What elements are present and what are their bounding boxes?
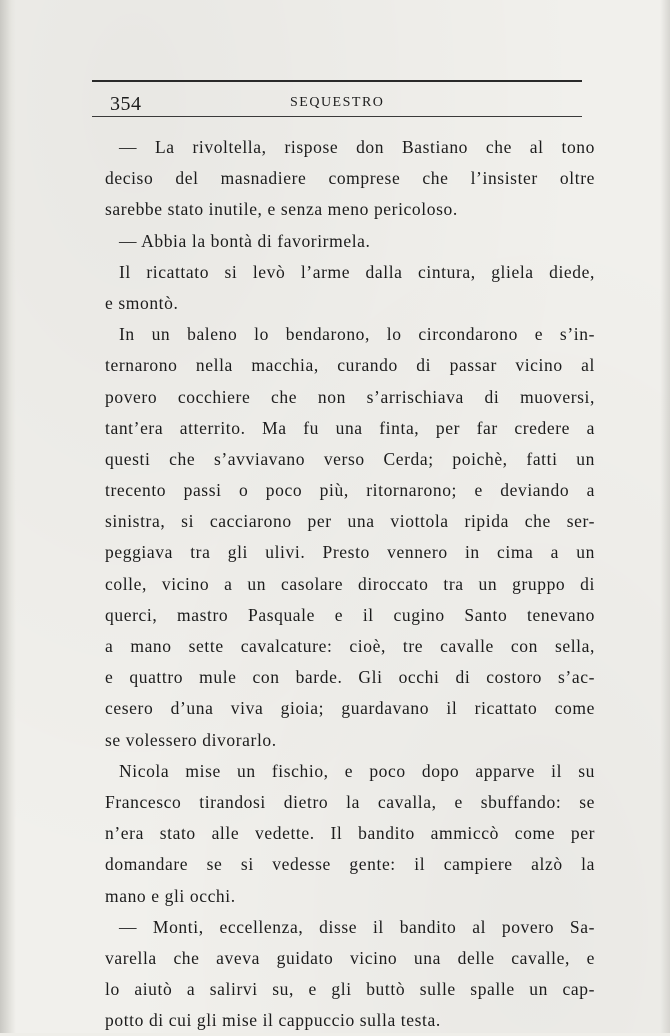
text-line: deciso del masnadiere comprese che l’insister oltre [105,168,595,189]
text-line: a mano sette cavalcature: cioè, tre cavalle con sella, [105,636,595,656]
text-line: trecento passi o poco più, ritornarono; e deviando a [105,480,595,501]
text-line: sarebbe stato inutile, e senza meno pericoloso. [105,199,458,220]
text-line: — Monti, eccellenza, disse il bandito al povero Sa- [119,916,595,937]
text-line: tant’era atterrito. Ma fu una finta, per far credere a [105,417,595,438]
page-gutter-shadow [0,0,16,1033]
text-line: ternarono nella macchia, curando di passar vicino al [105,355,595,376]
body-text [105,132,595,1036]
text-line: — Abbia la bontà di favorirmela. [119,230,371,251]
text-line: — La rivoltella, rispose don Bastiano che al tono [119,137,595,157]
page-edge-shadow [660,0,670,1033]
text-line: In un baleno lo bendarono, lo circondarono e s’in- [119,324,595,345]
text-line: cesero d’una viva gioia; guardavano il ricattato come [105,698,595,719]
text-line: sinistra, si cacciarono per una viottola ripida che ser- [105,511,595,532]
text-line: peggiava tra gli ulivi. Presto vennero in cima a un [105,542,595,563]
text-line: n’era stato alle vedette. Il bandito ammiccò come per [105,823,595,844]
text-line: domandare se si vedesse gente: il campiere alzò la [105,854,595,875]
text-line: Il ricattato si levò l’arme dalla cintura, gliela diede, [119,261,595,282]
text-line: mano e gli occhi. [105,885,236,906]
text-line: Francesco tirandosi dietro la cavalla, e sbuffando: se [105,791,595,812]
text-line: querci, mastro Pasquale e il cugino Santo tenevano [105,604,595,625]
header-rule-bottom [92,116,582,117]
text-line: e quattro mule con barde. Gli occhi di costoro s’ac- [105,667,595,688]
header-rule-top [92,80,582,82]
page-number: 354 [110,93,142,115]
text-line: colle, vicino a un casolare diroccato tra un gruppo di [105,573,595,594]
text-line: e smontò. [105,292,179,313]
text-line: Nicola mise un fischio, e poco dopo apparve il su [119,760,595,781]
text-line: lo aiutò a salirvi su, e gli buttò sulle spalle un cap- [105,979,595,1000]
text-line: varella che aveva guidato vicino una delle cavalle, e [105,947,595,968]
text-line: potto di cui gli mise il cappuccio sulla testa. [105,1010,441,1031]
text-line: questi che s’avviavano verso Cerda; poichè, fatti un [105,448,595,469]
text-line: se volessero divorarlo. [105,729,277,750]
text-line: povero cocchiere che non s’arrischiava di muoversi, [105,386,595,407]
running-title: SEQUESTRO [290,95,385,110]
